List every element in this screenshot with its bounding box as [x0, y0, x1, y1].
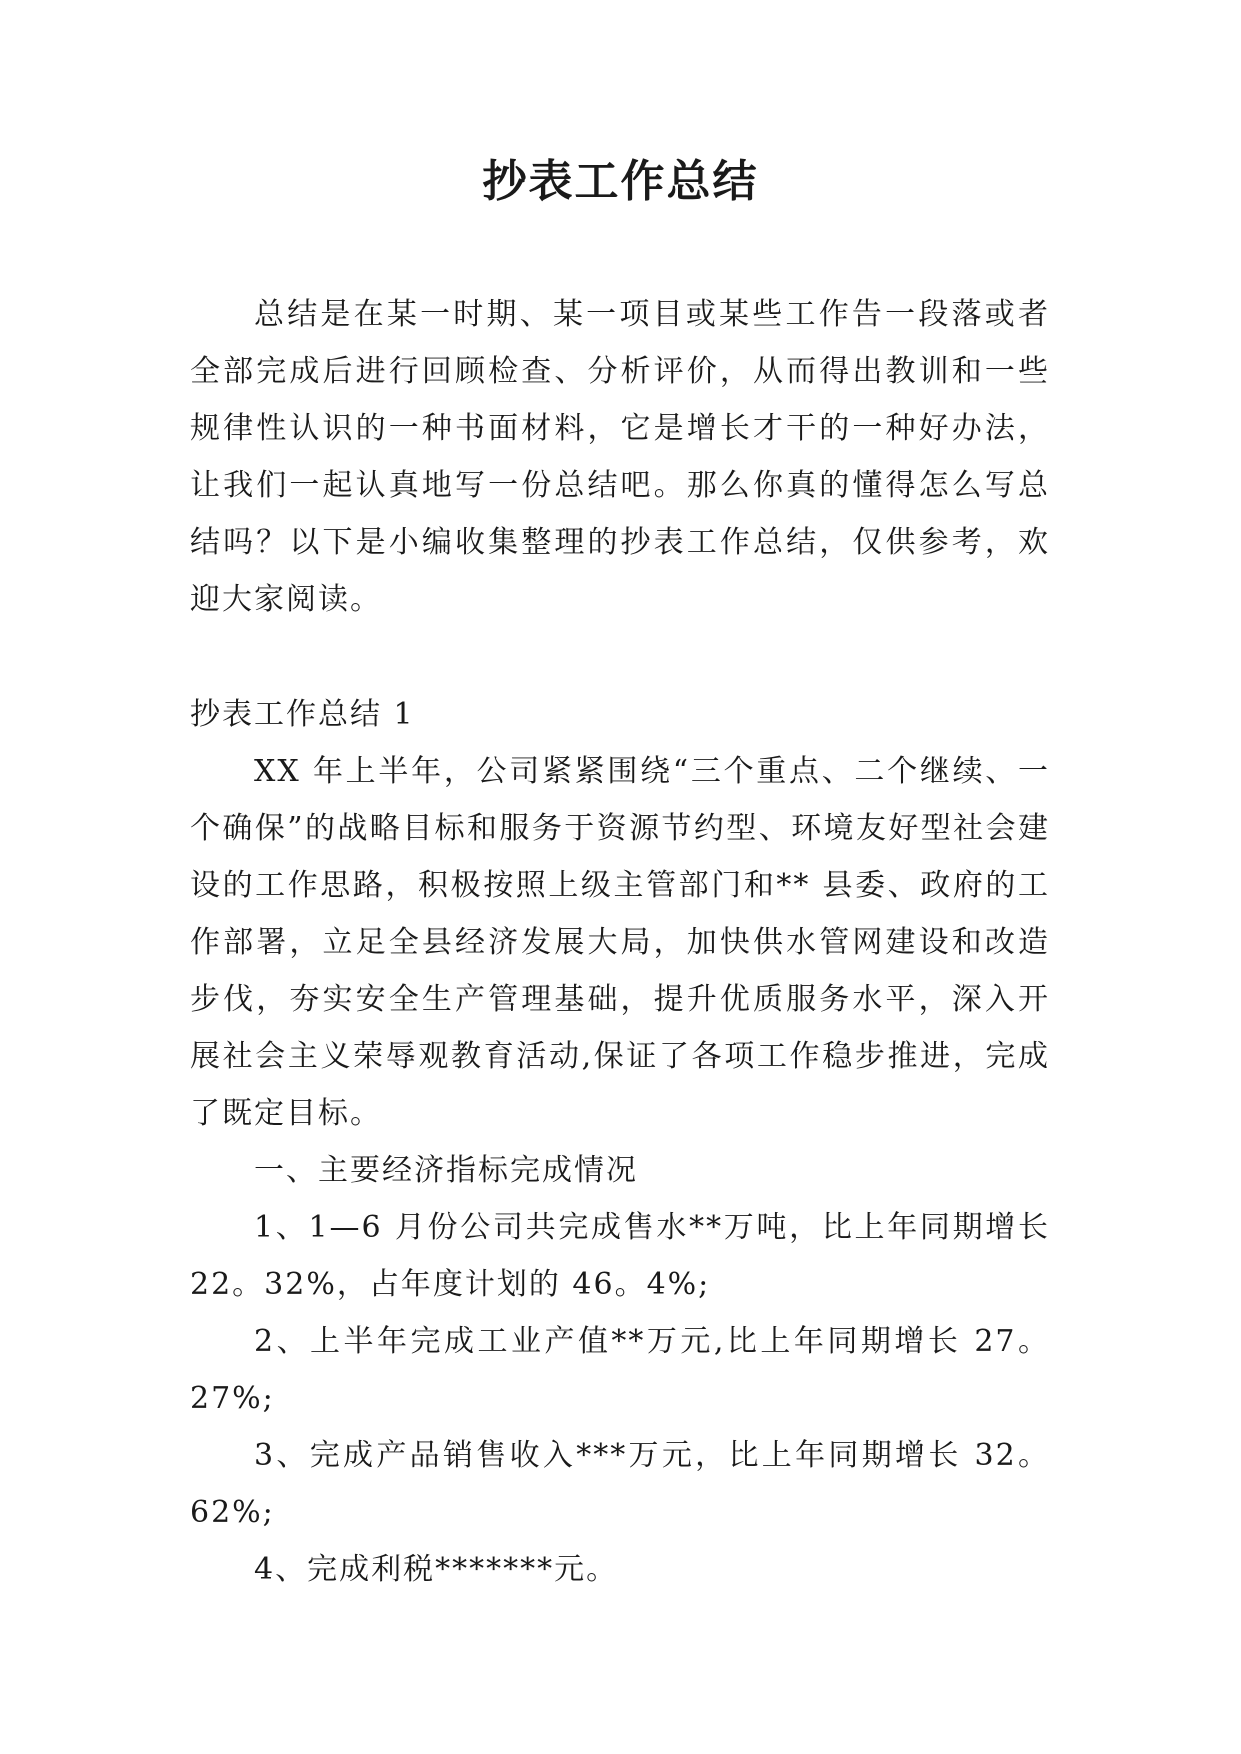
section-heading: 抄表工作总结 1 — [190, 697, 415, 732]
list-item: 1、1—6 月份公司共完成售水**万吨，比上年同期增长 22。32%，占年度计划的 46。4%; — [190, 1210, 1050, 1302]
intro-paragraph: 总结是在某一时期、某一项目或某些工作告一段落或者全部完成后进行回顾检查、分析评价，从而得出教训和一些规律性认识的一种书面材料，它是增长才干的一种好办法，让我们一起认真地写一份总结吧。那么你真的懂得怎么写总结吗？以下是小编收集整理的抄表工作总结，仅供参考，欢迎大家阅读。 — [190, 297, 1050, 617]
list-item: 4、完成利税*******元。 — [254, 1552, 619, 1587]
section-paragraph: XX 年上半年，公司紧紧围绕“三个重点、二个继续、一个确保”的战略目标和服务于资源节约型、环境友好型社会建设的工作思路，积极按照上级主管部门和** 县委、政府的工作部署，立足全县经济发展大局，加快供水管网建设和改造步伐，夯实安全生产管理基础，提升优质服务水平，深入开展社会主义荣辱观教育活动,保证了各项工作稳步推进，完成了既定目标。 — [190, 754, 1050, 1131]
section-subheading: 一、主要经济指标完成情况 — [254, 1153, 638, 1188]
document-title: 抄表工作总结 — [482, 156, 759, 207]
list-item: 2、上半年完成工业产值**万元,比上年同期增长 27。27%; — [190, 1324, 1050, 1416]
intro-section — [190, 286, 1050, 628]
list-item: 3、完成产品销售收入***万元，比上年同期增长 32。62%; — [190, 1438, 1050, 1530]
section-1 — [190, 686, 1050, 1598]
